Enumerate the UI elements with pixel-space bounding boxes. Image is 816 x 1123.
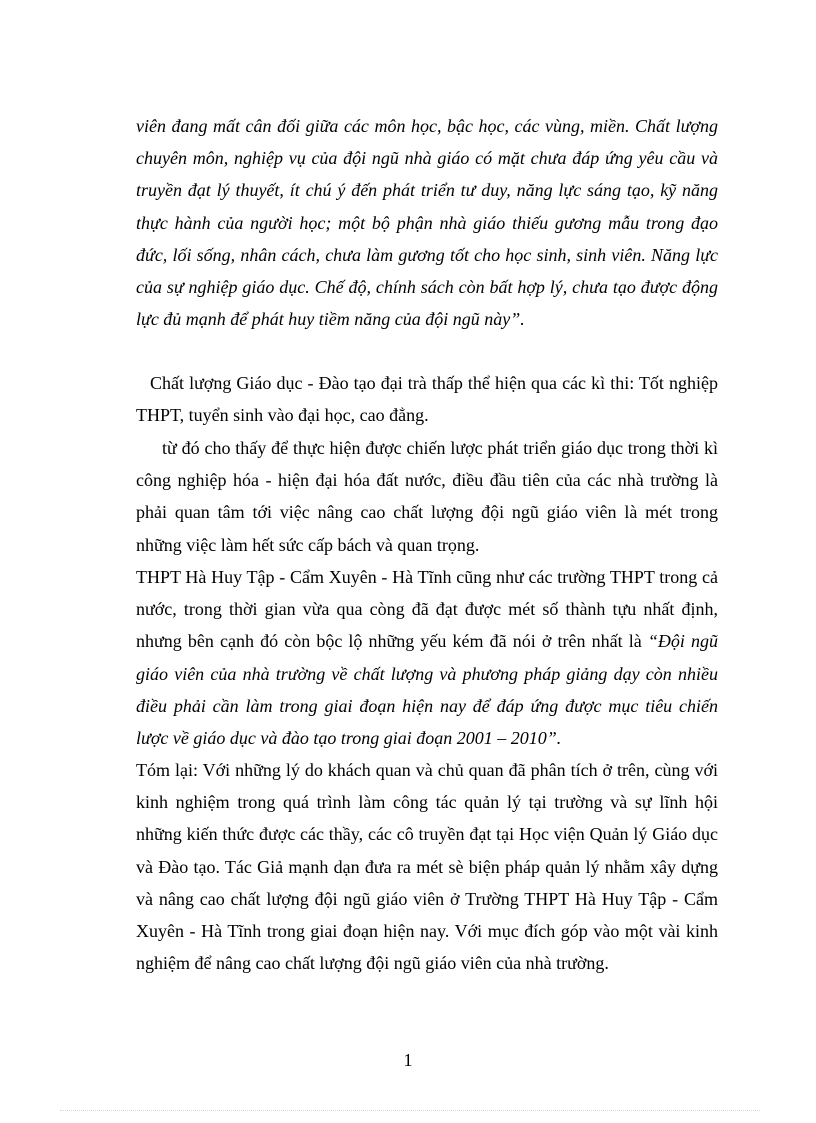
- summary-paragraph: Tóm lại: Với những lý do khách quan và chủ quan đã phân tích ở trên, cùng với kinh nghiệm trong quá trình làm công tác quản lý tại trường và sự lĩnh hội những kiến thức được các thầy, các cô truyền đạt tại Học viện Quản lý Giáo dục và Đào tạo. Tác Giả mạnh dạn đưa ra mét sè biện pháp quản lý nhằm xây dựng và nâng cao chất lượng đội ngũ giáo viên ở Trường THPT Hà Huy Tập - Cẩm Xuyên - Hà Tĩnh trong giai đoạn hiện nay. Với mục đích góp vào một vài kinh nghiệm để nâng cao chất lượng đội ngũ giáo viên của nhà trường.: [136, 760, 718, 974]
- school-context-paragraph: [136, 561, 718, 754]
- page-number: 1: [403, 1050, 413, 1070]
- quote-continuation-paragraph: viên đang mất cân đối giữa các môn học, bậc học, các vùng, miền. Chất lượng chuyên môn, nghiệp vụ của đội ngũ nhà giáo có mặt chưa đáp ứng yêu cầu và truyền đạt lý thuyết, ít chú ý đến phát triển tư duy, năng lực sáng tạo, kỹ năng thực hành của người học; một bộ phận nhà giáo thiếu gương mẫu trong đạo đức, lối sống, nhân cách, chưa làm gương tốt cho học sinh, sinh viên. Năng lực của sự nghiệp giáo dục. Chế độ, chính sách còn bất hợp lý, chưa tạo được động lực đủ mạnh để phát huy tiềm năng của đội ngũ này”.: [136, 116, 718, 330]
- teacher-development-paragraph: từ đó cho thấy để thực hiện được chiến lược phát triển giáo dục trong thời kì công nghiệp hóa - hiện đại hóa đất nước, điều đầu tiên của các nhà trường là phải quan tâm tới việc nâng cao chất lượng đội ngũ giáo viên là mét trong những việc làm hết sức cấp bách và quan trọng.: [136, 438, 718, 555]
- education-quality-paragraph: Chất lượng Giáo dục - Đào tạo đại trà thấp thể hiện qua các kì thi: Tốt nghiệp THPT, tuyển sinh vào đại học, cao đẳng.: [136, 373, 718, 426]
- school-context-quote-text: “Đội ngũ giáo viên của nhà trường về chất lượng và phương pháp giảng dạy còn nhiều điều phải cần làm trong giai đoạn hiện nay để đáp ứng được mục tiêu chiến lược về giáo dục và đào tạo trong giai đoạn 2001 – 2010”.: [136, 631, 718, 749]
- school-context-lead-text: THPT Hà Huy Tập - Cẩm Xuyên - Hà Tĩnh cũng như các trường THPT trong cả nước, trong thời gian vừa qua còng đã đạt được mét số thành tựu nhất định, nhưng bên cạnh đó còn bộc lộ những yếu kém đã nói ở trên nhất là: [136, 567, 718, 652]
- footer-divider: [60, 1110, 760, 1111]
